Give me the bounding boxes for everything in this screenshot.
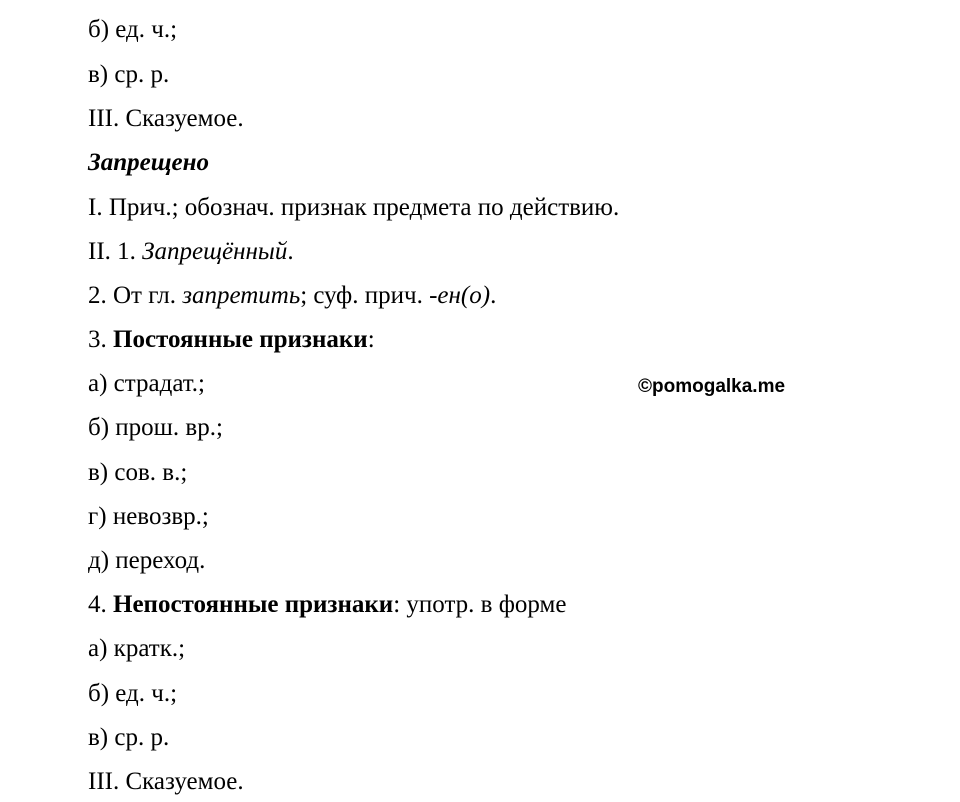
text-segment: 2. От гл. (88, 282, 183, 309)
text-line: в) ср. р. (88, 724, 170, 751)
text-line (88, 325, 375, 355)
text-segment: 3. (88, 326, 113, 353)
text-line: б) ед. ч.; (88, 680, 178, 707)
italic-suffix: ен(о) (437, 282, 491, 309)
text-segment: : (367, 326, 375, 353)
text-line (88, 281, 496, 311)
text-line: III. Сказуемое. (88, 768, 244, 795)
text-segment: . (490, 282, 497, 309)
bold-section-title: Непостоянные признаки (113, 591, 394, 618)
text-line: а) кратк.; (88, 635, 186, 662)
text-line: в) сов. в.; (88, 459, 188, 486)
text-segment: 4. (88, 591, 113, 618)
text-line: д) переход. (88, 547, 206, 574)
text-line: б) прош. вр.; (88, 414, 223, 441)
bold-section-title: Постоянные признаки (113, 326, 368, 353)
text-line (88, 237, 294, 267)
italic-term: Запрещённый (142, 238, 288, 265)
text-segment: II. 1. (88, 238, 143, 265)
text-line: г) невозвр.; (88, 503, 209, 530)
text-line (88, 590, 566, 620)
text-line: в) ср. р. (88, 61, 170, 88)
text-line: I. Прич.; обознач. признак предмета по действию. (88, 194, 620, 221)
italic-term: запретить (182, 282, 301, 309)
text-segment: . (287, 238, 294, 265)
text-line: а) страдат.; (88, 370, 206, 397)
watermark: ©pomogalka.me (638, 376, 786, 397)
text-segment: : употр. в форме (393, 591, 567, 618)
word-heading: Запрещено (88, 149, 210, 176)
text-line: б) ед. ч.; (88, 16, 178, 43)
text-segment: ; суф. прич. - (300, 282, 438, 309)
text-line: III. Сказуемое. (88, 105, 244, 132)
